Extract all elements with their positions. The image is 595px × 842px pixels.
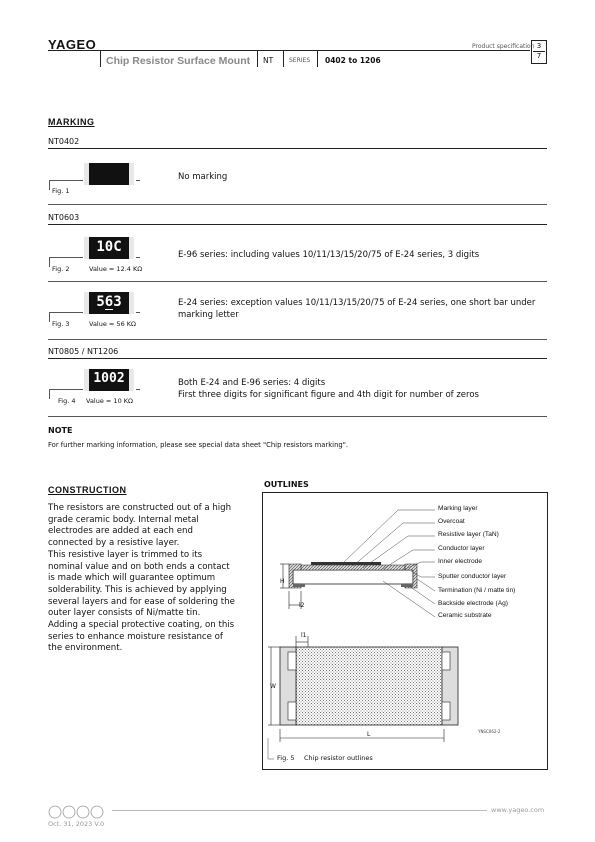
value-label: Value = 12.4 KΩ (89, 265, 143, 273)
backside-electrode (401, 584, 413, 587)
outlines-heading: OUTLINES (264, 480, 309, 489)
fig-label: Fig. 4 (58, 397, 76, 405)
fig-bracket (136, 389, 140, 390)
fig-label: Fig. 3 (52, 320, 70, 328)
chip-mark: 1002 (93, 371, 125, 386)
dim-l1-label: l1 (301, 632, 307, 639)
marking-description: Both E-24 and E-96 series: 4 digits (178, 378, 326, 388)
section-rule (48, 358, 547, 359)
row-rule (48, 416, 547, 417)
ceramic-substrate (293, 570, 413, 584)
text-line: nominal value and on both ends a contact (48, 561, 230, 572)
fig-bracket (136, 312, 140, 313)
text-line: grade ceramic body. Internal metal (48, 514, 199, 525)
header-rule (48, 50, 530, 51)
value-label: Value = 10 KΩ (86, 397, 133, 405)
chip-body (89, 369, 129, 391)
chip-marking-figure (84, 237, 134, 259)
drawing-code: YNSC062-2 (478, 729, 501, 734)
text-line: the environment. (48, 643, 123, 654)
construction-heading: CONSTRUCTION (48, 485, 127, 495)
fig-label: Fig. 5 (277, 754, 295, 762)
dim-h-label: H (280, 578, 285, 585)
footer-rule (112, 810, 487, 811)
marking-heading: MARKING (48, 117, 95, 127)
fig-label: Fig. 2 (52, 265, 70, 273)
note-title: NOTE (48, 426, 73, 435)
compliance-badge-icon (48, 805, 108, 819)
text-line: is made which will guarantee optimum (48, 573, 216, 584)
chip-body (89, 163, 129, 185)
chip-body (89, 237, 129, 259)
text-line: series to enhance moisture resistance of (48, 631, 223, 642)
backside-electrode (293, 584, 305, 587)
header-divider (257, 50, 258, 67)
fig-bracket (49, 312, 83, 313)
text-line: several layers and for ease of soldering the (48, 596, 235, 607)
marking-description-2: First three digits for significant figure and 4th digit for number of zeros (178, 390, 479, 400)
fig-bracket (49, 389, 50, 399)
chip-mark: 563 (96, 294, 122, 310)
header-divider (100, 50, 101, 67)
product-spec-label: Product specification (472, 43, 535, 50)
row-rule (48, 339, 547, 340)
marking-description: E-24 series: exception values 10/11/13/15/20/75 of E-24 series, one short bar under marking letter (178, 298, 536, 320)
dim-l-label: L (367, 731, 371, 738)
page-number: 3 (536, 42, 542, 50)
chip-marking-figure (84, 369, 134, 391)
group-label-nt0805: NT0805 / NT1206 (48, 347, 119, 356)
row-rule (48, 204, 547, 205)
header-divider (283, 50, 284, 67)
text-line: solderability. This is achieved by applying (48, 584, 227, 595)
fig-bracket (136, 180, 140, 181)
text-line: The resistors are constructed out of a high (48, 503, 232, 513)
group-label-nt0603: NT0603 (48, 213, 80, 222)
fig-label: Fig. 1 (52, 187, 70, 195)
layer-label: Resistive layer (TaN) (438, 531, 499, 538)
page-number-box (531, 40, 547, 64)
chip-marking-figure (84, 292, 134, 314)
layer-label: Ceramic substrate (438, 612, 492, 619)
fig-bracket (49, 257, 50, 267)
document-title: Chip Resistor Surface Mount (106, 55, 251, 67)
fig-bracket (49, 180, 83, 181)
cross-section-diagram (263, 493, 546, 768)
layer-label: Backside electrode (Ag) (438, 600, 509, 607)
value-label: Value = 56 KΩ (89, 320, 136, 328)
fig-bracket (49, 389, 83, 390)
fig-bracket (49, 180, 50, 190)
layer-label: Overcoat (438, 518, 465, 525)
section-rule (48, 224, 547, 225)
text-line: electrodes are added at each end (48, 526, 193, 537)
dim-l2-label: l2 (299, 602, 305, 609)
footer-url[interactable]: www.yageo.com (491, 806, 545, 814)
layer-label: Inner electrode (438, 558, 482, 565)
series-label: SERIES (289, 57, 311, 64)
fig-bracket (49, 312, 50, 322)
layer-label: Sputter conductor layer (438, 573, 507, 580)
footer-date: Oct. 31, 2023 V.0 (48, 820, 105, 828)
text-line: Adding a special protective coating, on this (48, 620, 235, 631)
fig-bracket (49, 257, 83, 258)
header-divider (317, 50, 318, 67)
marking-description: No marking (178, 172, 228, 182)
chip-body (89, 292, 129, 314)
short-bar (105, 309, 113, 310)
chip-marking-figure (84, 163, 134, 185)
page-total: 7 (536, 52, 542, 60)
resistive-area (296, 647, 442, 725)
layer-label: Conductor layer (438, 545, 485, 552)
section-rule (48, 148, 547, 149)
brand-logo: YAGEO (48, 37, 97, 52)
size-range: 0402 to 1206 (325, 56, 381, 65)
series-code: NT (263, 56, 274, 65)
compliance-icons (48, 804, 108, 818)
marking-description: E-96 series: including values 10/11/13/15/20/75 of E-24 series, 3 digits (178, 250, 480, 260)
group-label-nt0402: NT0402 (48, 137, 80, 146)
chip-mark: 10C (96, 239, 122, 255)
layer-label: Termination (Ni / matte tin) (438, 587, 516, 594)
construction-text (48, 503, 253, 655)
text-line: outer layer consists of Ni/matte tin. (48, 608, 201, 619)
text-line: This resistive layer is trimmed to its (48, 549, 203, 560)
fig-caption: Chip resistor outlines (304, 754, 373, 762)
note-text: For further marking information, please see special data sheet "Chip resistors marking". (48, 441, 348, 449)
text-line: connected by a resistive layer. (48, 538, 180, 549)
row-rule (48, 281, 547, 282)
fig-bracket (136, 257, 140, 258)
dim-w-label: W (270, 683, 276, 690)
layer-label: Marking layer (438, 505, 478, 512)
